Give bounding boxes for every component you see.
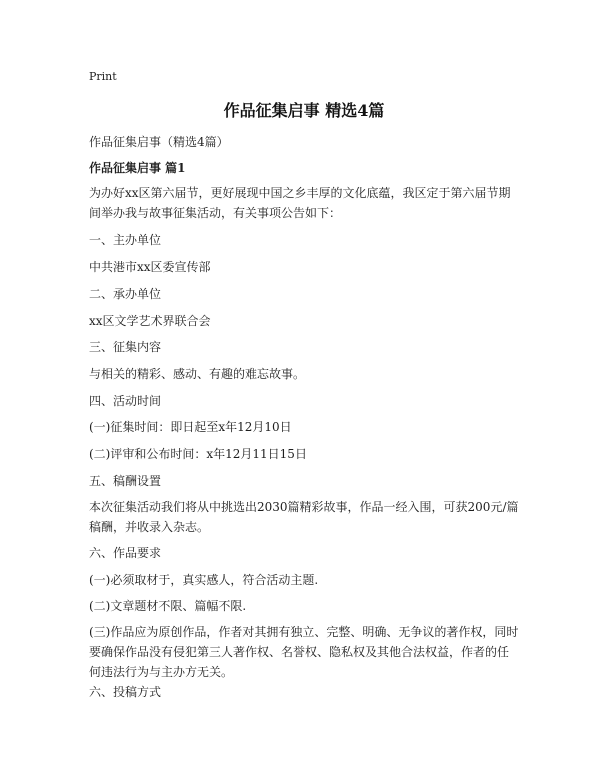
document-subtitle: 作品征集启事（精选4篇） bbox=[89, 135, 229, 149]
paragraph-requirement-2: (二)文章题材不限、篇幅不限. bbox=[89, 599, 247, 613]
paragraph-review-time: (二)评审和公布时间：x年12月11日15日 bbox=[89, 447, 307, 461]
paragraph-content: 与相关的精彩、感动、有趣的难忘故事。 bbox=[89, 367, 306, 381]
paragraph-intro: 为办好xx区第六届节，更好展现中国之乡丰厚的文化底蕴，我区定于第六届节期间举办我与故事征集活动，有关事项公告如下： bbox=[89, 186, 511, 220]
heading-content: 三、征集内容 bbox=[89, 340, 162, 354]
heading-requirements: 六、作品要求 bbox=[89, 546, 162, 560]
paragraph-reward: 本次征集活动我们将从中挑选出2030篇精彩故事，作品一经入围，可获200元/篇稿酬，并收录入杂志。 bbox=[89, 500, 519, 534]
paragraph-organizer: 中共港市xx区委宣传部 bbox=[89, 260, 211, 274]
heading-reward: 五、稿酬设置 bbox=[89, 474, 162, 488]
paragraph-requirement-3: (三)作品应为原创作品，作者对其拥有独立、完整、明确、无争议的著作权，同时要确保作品没有侵犯第三人著作权、名誉权、隐私权及其他合法权益，作者的任何违法行为与主办方无关。 bbox=[89, 625, 519, 679]
heading-schedule: 四、活动时间 bbox=[89, 394, 162, 408]
heading-organizer: 一、主办单位 bbox=[89, 233, 162, 247]
paragraph-requirement-1: (一)必须取材于，真实感人，符合活动主题. bbox=[89, 573, 319, 587]
paragraph-collection-time: (一)征集时间：即日起至x年12月10日 bbox=[89, 420, 292, 434]
print-link[interactable]: Print bbox=[89, 70, 117, 83]
paragraph-co-organizer: xx区文学艺术界联合会 bbox=[89, 314, 211, 328]
document-title: 作品征集启事 精选4篇 bbox=[223, 101, 385, 120]
heading-submission: 六、投稿方式 bbox=[89, 685, 162, 699]
heading-co-organizer: 二、承办单位 bbox=[89, 287, 162, 301]
section-heading: 作品征集启事 篇1 bbox=[89, 161, 186, 175]
